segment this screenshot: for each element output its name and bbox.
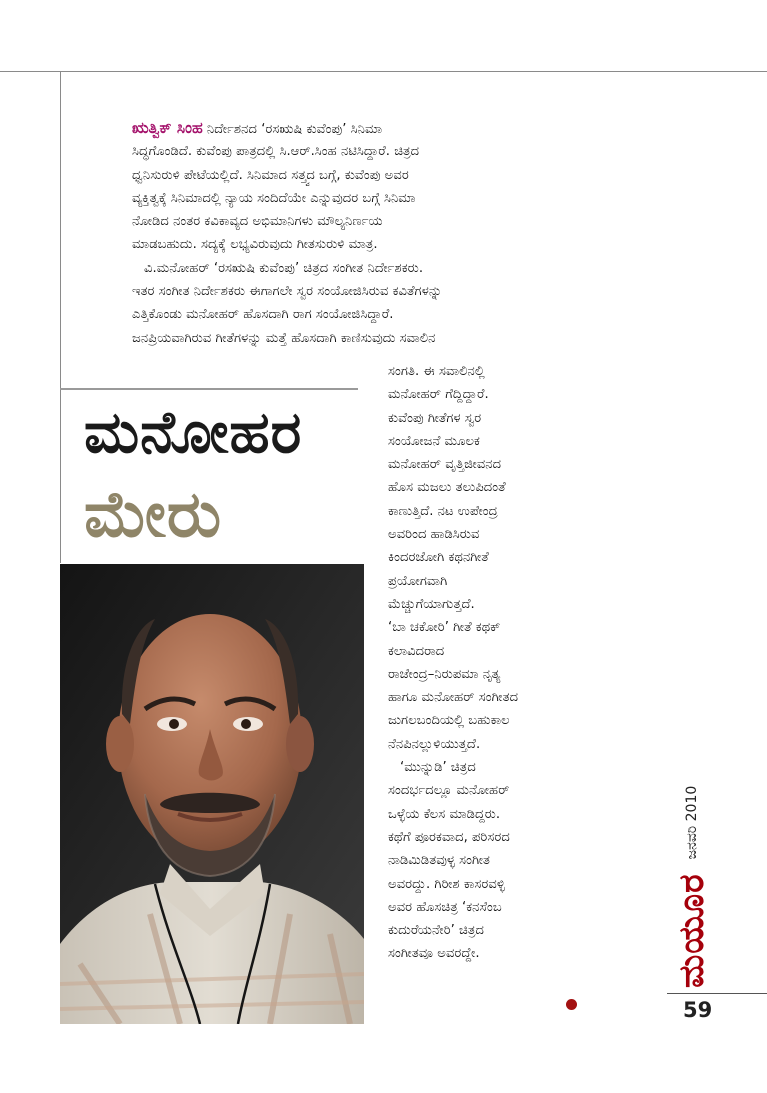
article-line: ಒಳ್ಳೆಯ ಕೆಲಸ ಮಾಡಿದ್ದರು. xyxy=(388,806,501,822)
article-line: ಸಂದರ್ಭದಲ್ಲೂ ಮನೋಹರ್ xyxy=(388,783,510,799)
headline-line-2: ಮೇರು xyxy=(84,478,223,552)
article-line: ಕಲಾವಿದರಾದ xyxy=(388,643,445,659)
article-line: ಮನೋಹರ್ ವೃತ್ತಿಜೀವನದ xyxy=(388,457,502,473)
article-line: ನಾಡಿಮಿಡಿತವುಳ್ಳ ಸಂಗೀತ xyxy=(388,853,490,869)
magazine-logo: ಮಯೂರ xyxy=(672,873,712,988)
article-line: ಋತ್ವಿಕ್ ಸಿಂಹ ನಿರ್ದೇಶನದ ‘ರಸಋಷಿ ಕುವೆಂಪು’ ಸಿನಿಮಾ xyxy=(132,119,383,137)
article-end-dot xyxy=(566,999,577,1010)
article-line: ಹಾಗೂ ಮನೋಹರ್ ಸಂಗೀತದ xyxy=(388,690,519,706)
left-rule xyxy=(60,71,61,563)
article-line: ‘ಮುನ್ನುಡಿ’ ಚಿತ್ರದ xyxy=(400,760,476,776)
headline xyxy=(84,392,354,558)
article-line: ಧ್ವನಿಸುರುಳಿ ಪೇಟೆಯಲ್ಲಿದೆ. ಸಿನಿಮಾದ ಸತ್ತ್ವದ ಬಗ್ಗೆ, ಕುವೆಂಪು ಅವರ xyxy=(132,167,409,183)
article-line: ಮನೋಹರ್ ಗೆದ್ದಿದ್ದಾರೆ. xyxy=(388,387,489,403)
portrait-illustration xyxy=(60,564,364,1024)
headline-rule xyxy=(60,388,358,390)
issue-date: ಜನವರಿ 2010 xyxy=(684,785,700,860)
top-rule xyxy=(0,71,767,72)
article-line: ಸಿದ್ಧಗೊಂಡಿದೆ. ಕುವೆಂಪು ಪಾತ್ರದಲ್ಲಿ ಸಿ.ಆರ್.ಸಿಂಹ ನಟಿಸಿದ್ದಾರೆ. ಚಿತ್ರದ xyxy=(132,144,420,160)
article-line: ‘ಬಾ ಚಕೋರಿ’ ಗೀತೆ ಕಥಕ್ xyxy=(388,620,501,636)
article-body-column xyxy=(388,360,588,966)
article-line: ನೆನಪಿನಲ್ಲುಳಿಯುತ್ತದೆ. xyxy=(388,736,481,752)
article-line: ಸಂಗತಿ. ಈ ಸವಾಲಿನಲ್ಲಿ xyxy=(388,364,485,379)
article-line: ನೋಡಿದ ನಂತರ ಕವಿಕಾವ್ಯದ ಅಭಿಮಾನಿಗಳು ಮೌಲ್ಯನಿರ್ಣಯ xyxy=(132,214,383,230)
portrait-photo xyxy=(60,564,364,1024)
spine-label xyxy=(672,786,712,988)
article-line: ಅವರಿಂದ ಹಾಡಿಸಿರುವ xyxy=(388,527,480,543)
footer-rule xyxy=(667,993,767,994)
article-line: ಜುಗಲಬಂದಿಯಲ್ಲಿ ಬಹುಕಾಲ xyxy=(388,713,510,729)
page-number: 59 xyxy=(683,998,713,1022)
article-line: ಮೆಚ್ಚುಗೆಯಾಗುತ್ತದೆ. xyxy=(388,596,475,612)
article-line: ಎತ್ತಿಕೊಂಡು ಮನೋಹರ್ ಹೊಸದಾಗಿ ರಾಗ ಸಂಯೋಜಿಸಿದ್ದಾರೆ. xyxy=(132,307,394,323)
article-line: ರಾಜೇಂದ್ರ–ನಿರುಪಮಾ ನೃತ್ಯ xyxy=(388,666,501,682)
article-line: ಕುವೆಂಪು ಗೀತೆಗಳ ಸ್ವರ xyxy=(388,410,482,426)
article-line: ಕಥೆಗೆ ಪೂರಕವಾದ, ಪರಿಸರದ xyxy=(388,829,510,845)
article-line: ಅವರ ಹೊಸಚಿತ್ರ ‘ಕನಸೆಂಬ xyxy=(388,899,502,915)
article-line: ಜನಪ್ರಿಯವಾಗಿರುವ ಗೀತೆಗಳನ್ನು ಮತ್ತೆ ಹೊಸದಾಗಿ ಕಾಣಿಸುವುದು ಸವಾಲಿನ xyxy=(132,330,436,346)
article-line: ವ್ಯಕ್ತಿತ್ವಕ್ಕೆ ಸಿನಿಮಾದಲ್ಲಿ ನ್ಯಾಯ ಸಂದಿದೆಯೇ ಎನ್ನುವುದರ ಬಗ್ಗೆ ಸಿನಿಮಾ xyxy=(132,190,416,206)
article-line: ಕಿಂದರಜೋಗಿ ಕಥನಗೀತೆ xyxy=(388,550,489,566)
article-line: ಇತರ ಸಂಗೀತ ನಿರ್ದೇಶಕರು ಈಗಾಗಲೇ ಸ್ವರ ಸಂಯೋಜಿಸಿರುವ ಕವಿತೆಗಳನ್ನು xyxy=(132,284,443,300)
article-line: ಕಾಣುತ್ತಿದೆ. ನಟ ಉಪೇಂದ್ರ xyxy=(388,503,498,519)
headline-line-1: ಮನೋಹರ xyxy=(84,398,303,466)
article-line: ಅವರದ್ದು. ಗಿರೀಶ ಕಾಸರವಳ್ಳಿ xyxy=(388,876,505,892)
article-line: ಮಾಡಬಹುದು. ಸದ್ಯಕ್ಕೆ ಲಭ್ಯವಿರುವುದು ಗೀತಸುರುಳಿ ಮಾತ್ರ. xyxy=(132,237,378,253)
article-body-top xyxy=(132,117,582,350)
article-line: ವಿ.ಮನೋಹರ್ ‘ರಸಋಷಿ ಕುವೆಂಪು’ ಚಿತ್ರದ ಸಂಗೀತ ನಿರ್ದೇಶಕರು. xyxy=(144,260,424,276)
article-line: ಹೊಸ ಮಜಲು ತಲುಪಿದಂತೆ xyxy=(388,480,506,496)
author-byline: ಋತ್ವಿಕ್ ಸಿಂಹ xyxy=(132,119,203,137)
article-line: ಪ್ರಯೋಗವಾಗಿ xyxy=(388,573,448,589)
article-line: ಸಂಗೀತವೂ ಅವರದ್ದೇ. xyxy=(388,946,480,962)
article-line: ಕುದುರೆಯನೇರಿ’ ಚಿತ್ರದ xyxy=(388,923,484,939)
article-line: ಸಂಯೋಜನೆ ಮೂಲಕ xyxy=(388,433,480,449)
